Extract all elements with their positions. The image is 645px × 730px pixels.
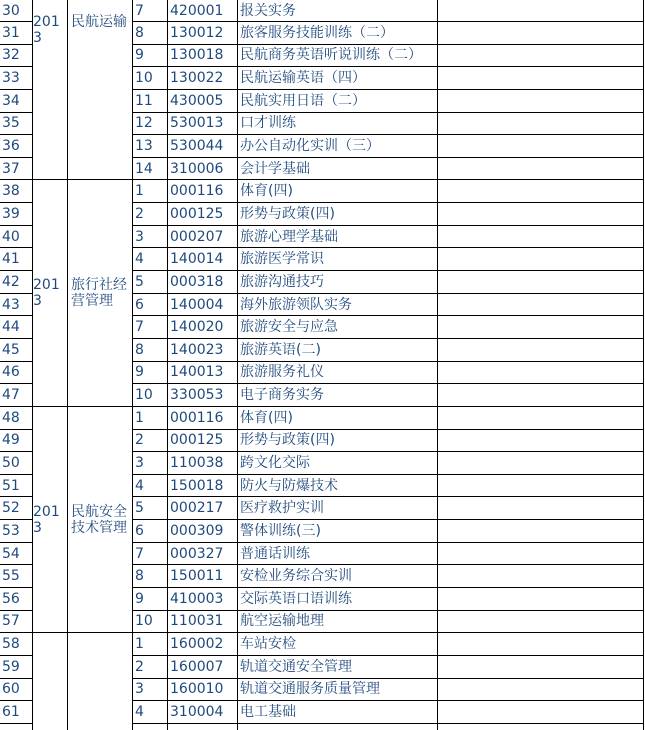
row-number-cell: 43: [0, 294, 33, 317]
partial-row-cell: [0, 724, 33, 730]
course-seq-cell: 1: [133, 180, 168, 203]
course-seq-cell: 4: [133, 475, 168, 498]
course-seq-cell: 3: [133, 679, 168, 702]
row-number-cell: 55: [0, 565, 33, 588]
course-name-cell: 会计学基础: [238, 158, 438, 181]
course-seq-cell: 5: [133, 271, 168, 294]
course-name-cell: 车站安检: [238, 633, 438, 656]
blank-cell: [438, 45, 644, 68]
blank-cell: [438, 248, 644, 271]
course-name-cell: 办公自动化实训（三）: [238, 135, 438, 158]
course-name-cell: 医疗救护实训: [238, 497, 438, 520]
course-seq-cell: 8: [133, 22, 168, 45]
course-code-cell: 160002: [168, 633, 238, 656]
course-seq-cell: 14: [133, 158, 168, 181]
blank-cell: [438, 203, 644, 226]
year-cell: 2013: [33, 180, 68, 406]
blank-cell: [438, 430, 644, 453]
row-number-cell: 30: [0, 0, 33, 22]
course-name-cell: 交际英语口语训练: [238, 588, 438, 611]
course-code-cell: 140004: [168, 294, 238, 317]
course-code-cell: 310004: [168, 701, 238, 724]
course-name-cell: 警体训练(三): [238, 520, 438, 543]
course-code-cell: 000217: [168, 497, 238, 520]
course-seq-cell: 2: [133, 656, 168, 679]
row-number-cell: 47: [0, 384, 33, 407]
course-code-cell: 150011: [168, 565, 238, 588]
row-number-cell: 37: [0, 158, 33, 181]
year-cell: 2013: [33, 407, 68, 633]
course-name-cell: 防火与防爆技术: [238, 475, 438, 498]
course-seq-cell: 8: [133, 565, 168, 588]
course-seq-cell: 10: [133, 67, 168, 90]
course-code-cell: 310006: [168, 158, 238, 181]
course-code-cell: 000207: [168, 226, 238, 249]
row-number-cell: 50: [0, 452, 33, 475]
row-number-cell: 57: [0, 611, 33, 634]
course-seq-cell: 5: [133, 497, 168, 520]
course-seq-cell: 9: [133, 588, 168, 611]
course-code-cell: 000309: [168, 520, 238, 543]
course-name-cell: 口才训练: [238, 113, 438, 136]
course-name-cell: 海外旅游领队实务: [238, 294, 438, 317]
blank-cell: [438, 0, 644, 22]
blank-cell: [438, 226, 644, 249]
major-cell: 旅行社经营管理: [68, 180, 133, 406]
blank-cell: [438, 67, 644, 90]
partial-row-cell: [168, 724, 238, 730]
course-seq-cell: 9: [133, 362, 168, 385]
row-number-cell: 42: [0, 271, 33, 294]
blank-cell: [438, 90, 644, 113]
blank-cell: [438, 475, 644, 498]
blank-cell: [438, 362, 644, 385]
blank-cell: [438, 22, 644, 45]
row-number-cell: 38: [0, 180, 33, 203]
course-name-cell: 形势与政策(四): [238, 430, 438, 453]
row-number-cell: 36: [0, 135, 33, 158]
blank-cell: [438, 701, 644, 724]
course-code-cell: 000125: [168, 203, 238, 226]
course-code-cell: 140020: [168, 316, 238, 339]
course-name-cell: 电子商务实务: [238, 384, 438, 407]
course-seq-cell: 4: [133, 701, 168, 724]
course-code-cell: 150018: [168, 475, 238, 498]
course-code-cell: 430005: [168, 90, 238, 113]
course-seq-cell: 9: [133, 45, 168, 68]
course-name-cell: 民航实用日语（二）: [238, 90, 438, 113]
blank-cell: [438, 588, 644, 611]
course-code-cell: 130018: [168, 45, 238, 68]
course-seq-cell: 1: [133, 407, 168, 430]
row-number-cell: 44: [0, 316, 33, 339]
course-code-cell: 000125: [168, 430, 238, 453]
course-name-cell: 旅游心理学基础: [238, 226, 438, 249]
course-name-cell: 安检业务综合实训: [238, 565, 438, 588]
partial-row-cell: [238, 724, 438, 730]
blank-cell: [438, 271, 644, 294]
row-number-cell: 34: [0, 90, 33, 113]
course-code-cell: 130012: [168, 22, 238, 45]
course-name-cell: 报关实务: [238, 0, 438, 22]
course-name-cell: 旅客服务技能训练（二）: [238, 22, 438, 45]
course-seq-cell: 6: [133, 294, 168, 317]
course-name-cell: 民航运输英语（四）: [238, 67, 438, 90]
course-name-cell: 旅游医学常识: [238, 248, 438, 271]
row-number-cell: 41: [0, 248, 33, 271]
course-code-cell: 530013: [168, 113, 238, 136]
course-code-cell: 130022: [168, 67, 238, 90]
row-number-cell: 56: [0, 588, 33, 611]
major-cell: [68, 633, 133, 730]
blank-cell: [438, 294, 644, 317]
partial-row-cell: [438, 724, 644, 730]
blank-cell: [438, 384, 644, 407]
blank-cell: [438, 113, 644, 136]
course-name-cell: 轨道交通安全管理: [238, 656, 438, 679]
row-number-cell: 39: [0, 203, 33, 226]
course-name-cell: 普通话训练: [238, 543, 438, 566]
blank-cell: [438, 407, 644, 430]
course-seq-cell: 3: [133, 226, 168, 249]
row-number-cell: 52: [0, 497, 33, 520]
row-number-cell: 59: [0, 656, 33, 679]
course-code-cell: 410003: [168, 588, 238, 611]
row-number-cell: 54: [0, 543, 33, 566]
row-number-cell: 61: [0, 701, 33, 724]
blank-cell: [438, 497, 644, 520]
course-code-cell: 110038: [168, 452, 238, 475]
course-name-cell: 航空运输地理: [238, 611, 438, 634]
course-seq-cell: 3: [133, 452, 168, 475]
course-seq-cell: 2: [133, 430, 168, 453]
course-seq-cell: 7: [133, 0, 168, 22]
blank-cell: [438, 633, 644, 656]
course-name-cell: 体育(四): [238, 180, 438, 203]
row-number-cell: 48: [0, 407, 33, 430]
year-cell: [33, 633, 68, 730]
course-seq-cell: 6: [133, 520, 168, 543]
blank-cell: [438, 316, 644, 339]
row-number-cell: 49: [0, 430, 33, 453]
course-name-cell: 电工基础: [238, 701, 438, 724]
course-name-cell: 旅游服务礼仪: [238, 362, 438, 385]
partial-row-cell: [133, 724, 168, 730]
blank-cell: [438, 520, 644, 543]
course-seq-cell: 2: [133, 203, 168, 226]
row-number-cell: 53: [0, 520, 33, 543]
course-code-cell: 140013: [168, 362, 238, 385]
blank-cell: [438, 180, 644, 203]
course-seq-cell: 11: [133, 90, 168, 113]
course-name-cell: 旅游安全与应急: [238, 316, 438, 339]
course-code-cell: 000116: [168, 407, 238, 430]
course-seq-cell: 7: [133, 316, 168, 339]
course-code-cell: 000327: [168, 543, 238, 566]
course-code-cell: 000116: [168, 180, 238, 203]
course-name-cell: 轨道交通服务质量管理: [238, 679, 438, 702]
course-seq-cell: 1: [133, 633, 168, 656]
blank-cell: [438, 158, 644, 181]
course-seq-cell: 8: [133, 339, 168, 362]
course-name-cell: 形势与政策(四): [238, 203, 438, 226]
row-number-cell: 51: [0, 475, 33, 498]
course-code-cell: 530044: [168, 135, 238, 158]
course-seq-cell: 4: [133, 248, 168, 271]
course-code-cell: 420001: [168, 0, 238, 22]
blank-cell: [438, 543, 644, 566]
blank-cell: [438, 339, 644, 362]
blank-cell: [438, 135, 644, 158]
course-code-cell: 140014: [168, 248, 238, 271]
course-seq-cell: 12: [133, 113, 168, 136]
course-code-cell: 330053: [168, 384, 238, 407]
major-cell: 民航安全技术管理: [68, 407, 133, 633]
row-number-cell: 40: [0, 226, 33, 249]
course-name-cell: 跨文化交际: [238, 452, 438, 475]
row-number-cell: 32: [0, 45, 33, 68]
course-code-cell: 160010: [168, 679, 238, 702]
course-name-cell: 旅游沟通技巧: [238, 271, 438, 294]
course-code-cell: 110031: [168, 611, 238, 634]
row-number-cell: 58: [0, 633, 33, 656]
course-code-cell: 160007: [168, 656, 238, 679]
course-seq-cell: 13: [133, 135, 168, 158]
year-cell: 2013: [33, 0, 68, 180]
course-seq-cell: 7: [133, 543, 168, 566]
course-seq-cell: 10: [133, 611, 168, 634]
course-code-cell: 140023: [168, 339, 238, 362]
course-name-cell: 旅游英语(二): [238, 339, 438, 362]
blank-cell: [438, 656, 644, 679]
blank-cell: [438, 565, 644, 588]
course-name-cell: 民航商务英语听说训练（二）: [238, 45, 438, 68]
row-number-cell: 31: [0, 22, 33, 45]
row-number-cell: 60: [0, 679, 33, 702]
row-number-cell: 33: [0, 67, 33, 90]
blank-cell: [438, 452, 644, 475]
row-number-cell: 35: [0, 113, 33, 136]
row-number-cell: 46: [0, 362, 33, 385]
course-code-cell: 000318: [168, 271, 238, 294]
course-seq-cell: 10: [133, 384, 168, 407]
major-cell: 民航运输: [68, 0, 133, 180]
blank-cell: [438, 611, 644, 634]
row-number-cell: 45: [0, 339, 33, 362]
blank-cell: [438, 679, 644, 702]
course-name-cell: 体育(四): [238, 407, 438, 430]
